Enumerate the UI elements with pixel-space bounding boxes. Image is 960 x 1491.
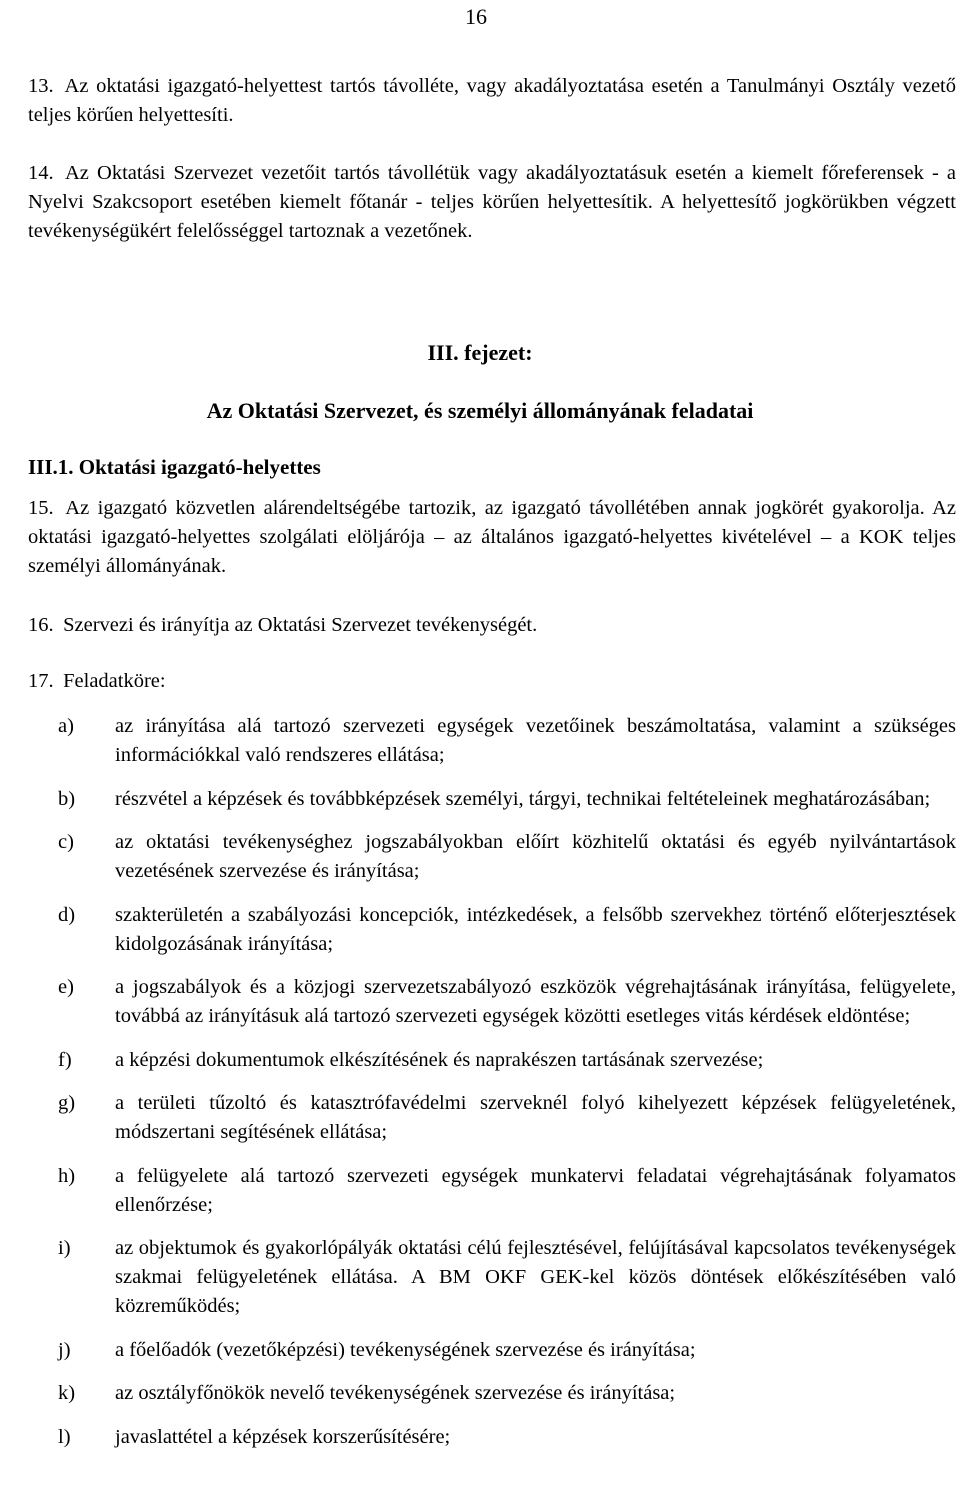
list-item-letter: l) <box>58 1425 71 1448</box>
paragraph-number: 13. <box>28 75 54 97</box>
paragraph-16 <box>28 611 956 640</box>
duties-list <box>58 712 956 1466</box>
list-item-text: a területi tűzoltó és katasztrófavédelmi szerveknél folyó kihelyezett képzések felügyeletének, módszertani segítésének ellátása; <box>115 1092 956 1143</box>
list-item-text: a jogszabályok és a közjogi szervezetszabályozó eszközök végrehajtásának irányítása, felügyelete, továbbá az irányításuk alá tartozó szervezeti egységek közötti esetleges vitás kérdések eldöntése; <box>115 976 956 1027</box>
list-item <box>58 1089 956 1147</box>
list-item-letter: e) <box>58 976 74 998</box>
list-item <box>58 1423 956 1452</box>
paragraph-text: Az Oktatási Szervezet vezetőit tartós távollétük vagy akadályoztatásuk esetén a kiemelt főreferensek - a Nyelvi Szakcsoport esetében kiemelt főtanár - teljes körűen helyettesítik. A helyettesítő jogkörükben végzett tevékenységükért felelősséggel tartoznak a vezetőnek. <box>28 162 956 242</box>
list-item <box>58 901 956 959</box>
list-item-letter: a) <box>58 715 74 737</box>
paragraph-15 <box>28 494 956 581</box>
paragraph-number: 16. <box>28 614 54 636</box>
list-item <box>58 973 956 1031</box>
list-item <box>58 1336 956 1365</box>
list-item <box>58 828 956 886</box>
list-item-letter: k) <box>58 1382 76 1404</box>
list-item <box>58 785 956 814</box>
paragraph-text: Feladatköre: <box>63 670 166 692</box>
list-item-text: a főelőadók (vezetőképzési) tevékenységének szervezése és irányítása; <box>115 1338 696 1361</box>
list-item-letter: d) <box>58 903 76 926</box>
page-number: 16 <box>465 4 487 29</box>
list-item <box>58 1046 956 1075</box>
list-item-text: részvétel a képzések és továbbképzések személyi, tárgyi, technikai feltételeinek meghatározásában; <box>115 787 931 810</box>
list-item <box>58 1162 956 1220</box>
list-item-text: szakterületén a szabályozási koncepciók, intézkedések, a felsőbb szervekhez történő előterjesztések kidolgozásának irányítása; <box>115 903 956 955</box>
list-item-text: az osztályfőnökök nevelő tevékenységének szervezése és irányítása; <box>115 1382 676 1404</box>
paragraph-text: Az oktatási igazgató-helyettest tartós távolléte, vagy akadályoztatása esetén a Tanulmányi Osztály vezető teljes körűen helyettesíti. <box>28 75 956 126</box>
paragraph-number: 14. <box>28 162 54 184</box>
list-item-text: az oktatási tevékenységhez jogszabályokban előírt közhitelű oktatási és egyéb nyilvántartások vezetésének szervezése és irányítása; <box>115 831 956 882</box>
list-item-text: az irányítása alá tartozó szervezeti egységek vezetőinek beszámoltatása, valamint a szükséges információkkal való rendszeres ellátása; <box>115 715 956 766</box>
list-item-letter: b) <box>58 787 76 810</box>
list-item-letter: i) <box>58 1237 71 1259</box>
paragraph-17 <box>28 667 956 696</box>
list-item-text: a képzési dokumentumok elkészítésének és naprakészen tartásának szervezése; <box>115 1048 764 1071</box>
paragraph-number: 15. <box>28 497 54 519</box>
list-item-letter: j) <box>58 1338 71 1361</box>
paragraph-text: Szervezi és irányítja az Oktatási Szervezet tevékenységét. <box>63 614 538 636</box>
paragraph-text: Az igazgató közvetlen alárendeltségébe tartozik, az igazgató távollétében annak jogkörét gyakorolja. Az oktatási igazgató-helyettes szolgálati elöljárója – az általános igazgató-helyettes kivételével – a KOK teljes személyi állományának. <box>28 497 956 577</box>
list-item-text: a felügyelete alá tartozó szervezeti egységek munkatervi feladatai végrehajtásának folyamatos ellenőrzése; <box>115 1164 956 1216</box>
paragraph-13 <box>28 72 956 130</box>
list-item <box>58 1379 956 1408</box>
list-item-letter: f) <box>58 1048 72 1071</box>
section-title: III.1. Oktatási igazgató-helyettes <box>28 455 321 479</box>
list-item-letter: c) <box>58 831 74 853</box>
list-item-letter: h) <box>58 1164 76 1187</box>
paragraph-14 <box>28 159 956 246</box>
paragraph-number: 17. <box>28 670 54 692</box>
list-item-text: javaslattétel a képzések korszerűsítésére; <box>115 1425 451 1448</box>
list-item <box>58 712 956 770</box>
chapter-subtitle: Az Oktatási Szervezet, és személyi állományának feladatai <box>206 398 754 423</box>
list-item-letter: g) <box>58 1092 76 1114</box>
list-item-text: az objektumok és gyakorlópályák oktatási célú fejlesztésével, felújításával kapcsolatos tevékenységek szakmai felügyeletének ellátása. A BM OKF GEK-kel közös döntések előkészítésében való közreműködés; <box>115 1237 956 1317</box>
list-item <box>58 1234 956 1321</box>
chapter-title: III. fejezet: <box>427 340 533 365</box>
